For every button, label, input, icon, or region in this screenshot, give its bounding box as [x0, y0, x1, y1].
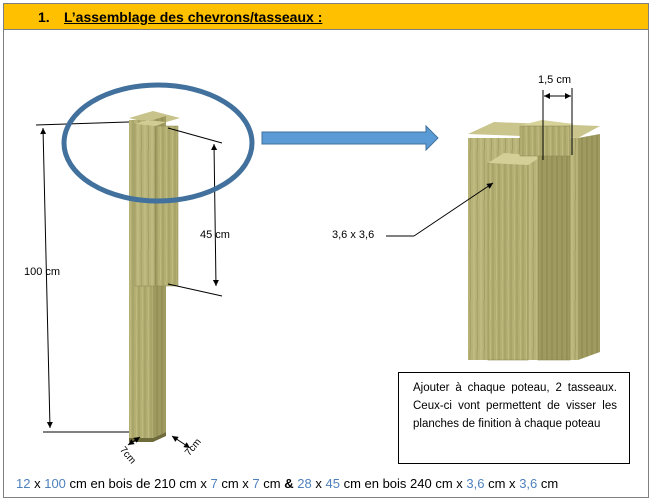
batten-front: [135, 124, 155, 286]
times-3: x: [315, 476, 322, 491]
section-title: L’assemblage des chevrons/tasseaux :: [64, 9, 323, 25]
battens-stock-text: cm en bois 240 cm x: [343, 476, 463, 491]
zoom-batten-side: [538, 152, 570, 360]
battens-length: 45: [325, 476, 340, 491]
ampersand: &: [284, 476, 294, 491]
label-batten-section: 3,6 x 3,6: [332, 229, 375, 241]
unit-2: cm: [540, 476, 559, 491]
post-zoomed: [468, 120, 600, 360]
zoom-batten-front: [488, 163, 528, 360]
posts-height: 7: [252, 476, 260, 491]
battens-width: 3,6: [466, 476, 485, 491]
post-left: [129, 111, 180, 442]
zoom-batten-side-upper: [520, 126, 570, 156]
batten-side: [156, 126, 178, 286]
times-2: cm x: [221, 476, 249, 491]
dimension-100cm: [43, 128, 50, 428]
dimension-45cm: [214, 144, 216, 286]
battens-quantity: 28: [297, 476, 312, 491]
zoom-post-side: [578, 134, 600, 360]
label-100cm: 100 cm: [24, 266, 61, 278]
posts-length: 100: [44, 476, 66, 491]
battens-height: 3,6: [519, 476, 538, 491]
posts-width: 7: [210, 476, 218, 491]
extension-line-top: [36, 122, 129, 125]
times-4: cm x: [488, 476, 516, 491]
extension-line-batten-bottom: [168, 284, 222, 296]
zoom-arrow: [262, 126, 438, 150]
label-7cm-left: 7cm: [117, 444, 138, 467]
times-1: x: [34, 476, 41, 491]
materials-summary: [16, 476, 646, 491]
label-45cm: 45 cm: [200, 229, 230, 241]
label-7cm-right: 7cm: [183, 436, 204, 459]
unit-1: cm: [263, 476, 281, 491]
posts-quantity: 12: [16, 476, 31, 491]
posts-stock-text: cm en bois de 210 cm x: [69, 476, 207, 491]
section-number: 1.: [38, 9, 50, 25]
label-1-5cm: 1,5 cm: [538, 74, 572, 86]
instruction-note: Ajouter à chaque poteau, 2 tasseaux. Ceux-ci vont permettent de visser les planches de finition à chaque poteau: [398, 372, 630, 464]
